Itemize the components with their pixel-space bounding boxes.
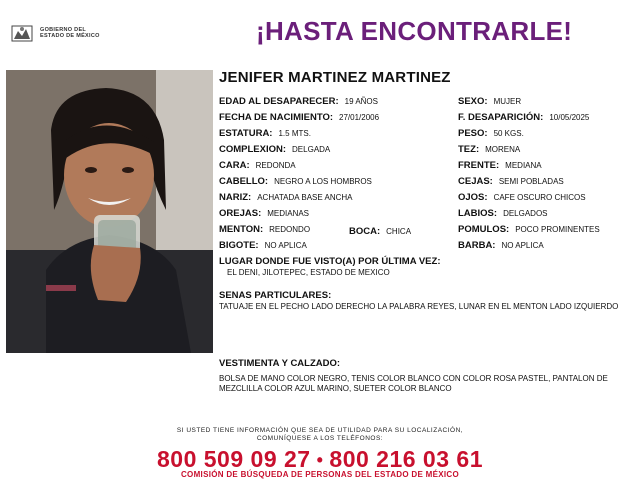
field-complexion: COMPLEXION: DELGADA [219,144,331,155]
phone-separator: • [316,450,324,471]
government-logo [10,22,120,44]
distinguishing-marks-label: SENAS PARTICULARES: [219,290,332,301]
phone-number-1[interactable]: 800 509 09 27 [157,446,311,472]
clothing-label: VESTIMENTA Y CALZADO: [219,358,341,369]
logo-line2: ESTADO DE MÉXICO [40,33,100,39]
person-photo-illustration [6,70,213,353]
field-peso: PESO: 50 KGS. [458,128,524,139]
field-estatura: ESTATURA: 1.5 MTS. [219,128,311,139]
field-menton: MENTON: REDONDO [219,224,311,235]
field-barba: BARBA: NO APLICA [458,240,544,251]
field-edad: EDAD AL DESAPARECER: 19 AÑOS [219,96,378,107]
footer-commission: COMISIÓN DE BÚSQUEDA DE PERSONAS DEL ESTADO DE MÉXICO [180,470,459,479]
field-fecha-nacimiento: FECHA DE NACIMIENTO: 27/01/2006 [219,112,380,123]
field-pomulos: POMULOS: POCO PROMINENTES [458,224,600,235]
state-emblem-icon [10,23,34,43]
field-labios: LABIOS: DELGADOS [458,208,548,219]
field-boca: BOCA: CHICA [349,226,412,237]
person-photo [6,70,213,353]
field-desaparicion: F. DESAPARICIÓN: 10/05/2025 [458,112,590,123]
field-sexo: SEXO: MUJER [458,96,522,107]
field-cabello: CABELLO: NEGRO A LOS HOMBROS [219,176,372,187]
distinguishing-marks-value: TATUAJE EN EL PECHO LADO DERECHO LA PALABRA REYES, LUNAR EN EL MENTON LADO IZQUIERDO [219,302,619,311]
field-orejas: OREJAS: MEDIANAS [219,208,310,219]
field-frente: FRENTE: MEDIANA [458,160,542,171]
field-cara: CARA: REDONDA [219,160,296,171]
contact-note-line1: SI USTED TIENE INFORMACIÓN QUE SEA DE UTILIDAD PARA SU LOCALIZACIÓN, [176,427,464,434]
phone-number-2[interactable]: 800 216 03 61 [329,446,483,472]
field-ojos: OJOS: CAFE OSCURO CHICOS [458,192,586,203]
field-nariz: NARIZ: ACHATADA BASE ANCHA [219,192,353,203]
last-seen-label: LUGAR DONDE FUE VISTO(A) POR ÚLTIMA VEZ: [219,256,441,267]
person-name: JENIFER MARTINEZ MARTINEZ [219,69,451,86]
logo-line1: GOBIERNO DEL [40,26,87,33]
field-tez: TEZ: MORENA [458,144,521,155]
contact-note-line2: COMUNÍQUESE A LOS TELÉFONOS: [256,435,384,442]
last-seen-value: EL DENI, JILOTEPEC, ESTADO DE MEXICO [227,268,390,277]
field-cejas: CEJAS: SEMI POBLADAS [458,176,564,187]
headline: ¡HASTA ENCONTRARLE! [256,16,573,46]
phone-numbers [0,446,640,473]
clothing-value: BOLSA DE MANO COLOR NEGRO, TENIS COLOR BLANCO CON COLOR ROSA PASTEL, PANTALON DE MEZCLILLA COLOR AZUL MARINO, SUETER COLOR BLANCO [219,374,608,393]
field-bigote: BIGOTE: NO APLICA [219,240,307,251]
